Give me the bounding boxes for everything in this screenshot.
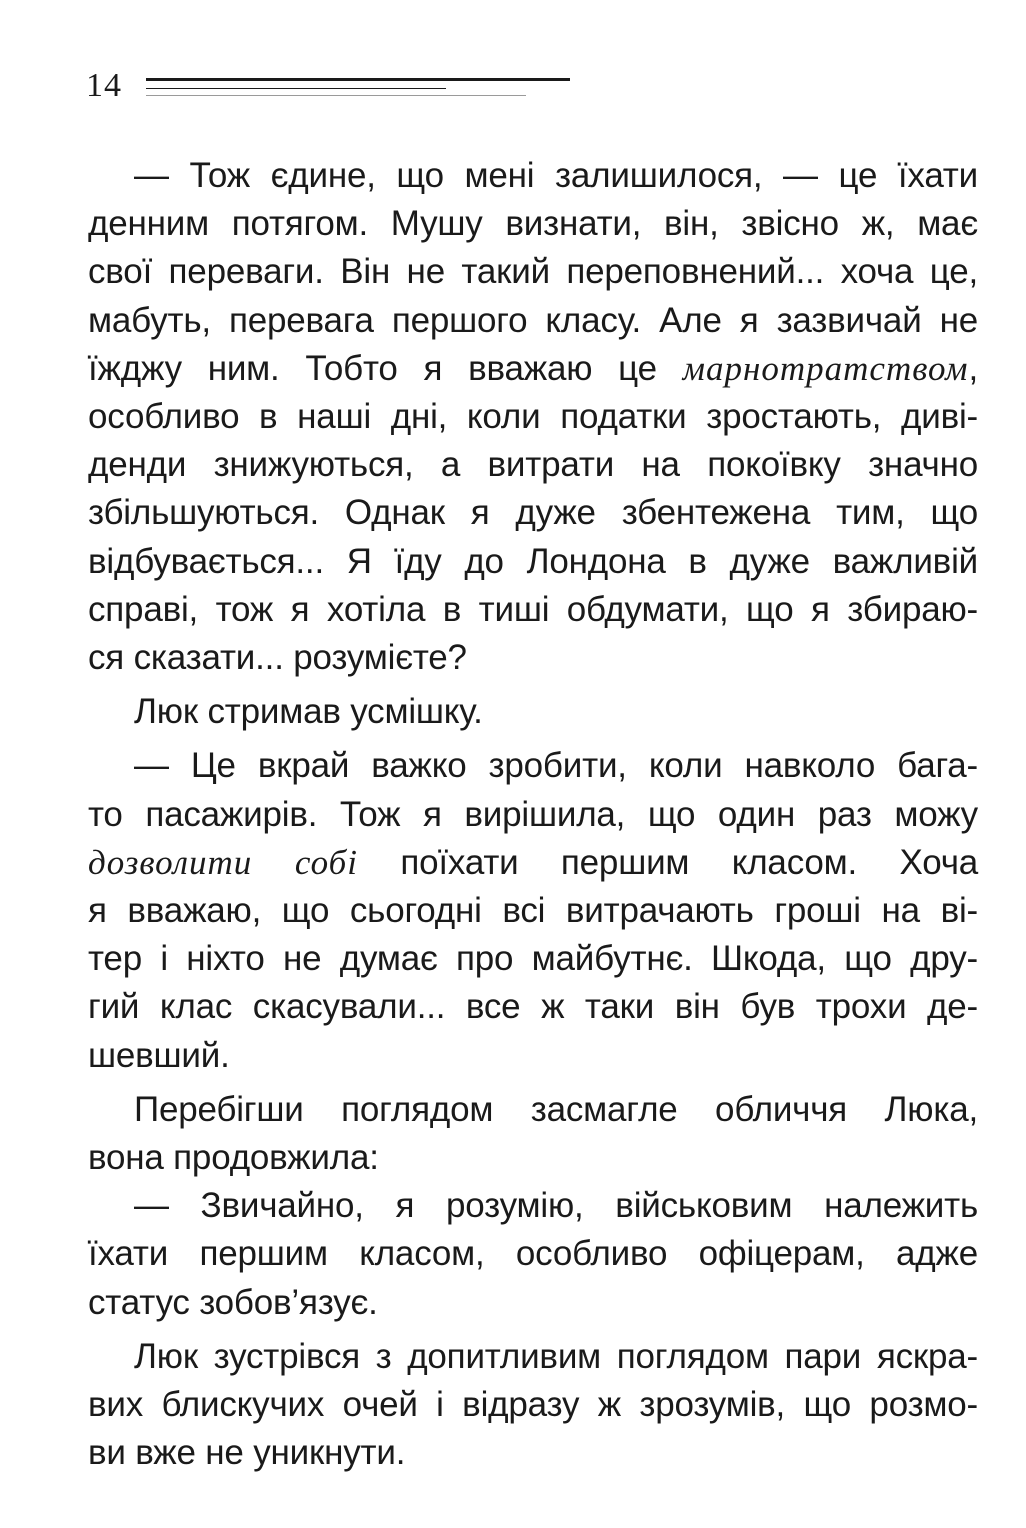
paragraph-5 — [88, 1182, 978, 1327]
text-line: справі, тож я хотіла в тиші обдумати, що я збираю- — [88, 589, 978, 629]
text-line: тер і ніхто не думає про майбутнє. Шкода, що дру- — [88, 939, 978, 979]
text-line: Люк стримав усмішку. — [134, 692, 483, 732]
text-line: денним потягом. Мушу визнати, він, звісно ж, має — [88, 204, 978, 244]
text-line — [88, 839, 978, 887]
text-line: особливо в наші дні, коли податки зростають, диві- — [88, 397, 978, 437]
text-line: вих блискучих очей і відразу ж зрозумів, що розмо- — [88, 1385, 978, 1425]
text-line: вона продовжила: — [88, 1138, 379, 1178]
page-number: 14 — [86, 67, 122, 104]
text-line: ся сказати... розумієте? — [88, 638, 467, 678]
text-segment: поїхати першим класом. Хоча — [357, 842, 978, 882]
italic-word: марнотратством — [682, 348, 969, 388]
text-segment: , — [968, 348, 978, 388]
header-rule-thin — [146, 88, 446, 89]
text-line: збільшуються. Однак я дуже збентежена тим, що — [88, 493, 978, 533]
header-rule-faint — [146, 95, 526, 96]
paragraph-2 — [88, 688, 978, 736]
text-line: Люк зустрівся з допитливим поглядом пари яскра- — [134, 1336, 978, 1376]
text-segment: їжджу ним. Тобто я вважаю це — [88, 348, 683, 388]
paragraph-1 — [88, 152, 978, 682]
text-line: — Тож єдине, що мені залишилося, — це їхати — [134, 156, 978, 195]
text-line: я вважаю, що сьогодні всі витрачають гроші на ві- — [88, 891, 978, 931]
text-line: шевший. — [88, 1035, 230, 1075]
text-line: мабуть, перевага першого класу. Але я зазвичай не — [88, 300, 978, 340]
body-text — [88, 152, 978, 1477]
text-line: денди знижуються, а витрати на покоївку значно — [88, 445, 978, 485]
text-line: свої переваги. Він не такий переповнений... хоча це, — [88, 252, 978, 292]
text-line: відбувається... Я їду до Лондона в дуже важливій — [88, 541, 978, 581]
italic-phrase: дозволити собі — [88, 842, 358, 882]
text-line: — Це вкрай важко зробити, коли навколо бага- — [134, 746, 978, 786]
paragraph-3 — [88, 742, 978, 1079]
text-line: то пасажирів. Тож я вирішила, що один раз можу — [88, 794, 978, 834]
text-line: їхати першим класом, особливо офіцерам, адже — [88, 1234, 978, 1274]
page-header — [86, 66, 586, 106]
text-line: — Звичайно, я розумію, військовим належить — [134, 1186, 978, 1226]
paragraph-6 — [88, 1333, 978, 1478]
text-line: статус зобов’язує. — [88, 1282, 378, 1322]
text-line: Перебігши поглядом засмагле обличчя Люка, — [134, 1089, 978, 1129]
text-line: гий клас скасували... все ж таки він був трохи де- — [88, 987, 978, 1027]
paragraph-4 — [88, 1086, 978, 1182]
text-line: ви вже не уникнути. — [88, 1433, 406, 1473]
header-rule-thick — [146, 78, 570, 81]
text-line — [88, 345, 978, 393]
